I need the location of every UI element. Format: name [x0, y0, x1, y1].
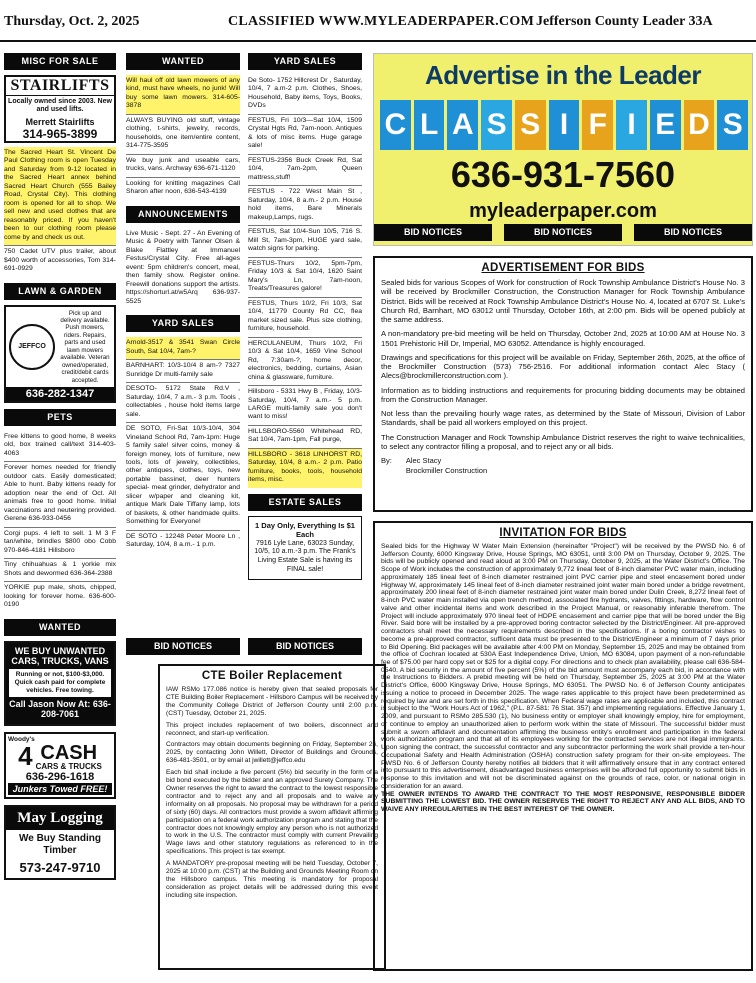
- column-yard-estate: [248, 53, 362, 628]
- yard-sale-ad: Arnold-3517 & 3541 Swan Circle South, Sat 10/4, 7am-?: [126, 337, 240, 360]
- logging-phone: 573-247-9710: [19, 859, 101, 875]
- may-logging-ad: [4, 805, 116, 880]
- yard-sale-ad: Hillsboro - 5331 Hwy B , Friday, 10/3-Saturday, 10/4, 7 a.m.- 5 p.m. LARGE multi-family sale you don't want to miss!: [248, 386, 362, 426]
- yard-sale-ad: DE SOTO - 12248 Peter Moore Ln , Saturday, 10/4, 8 a.m.- 1 p.m.: [126, 532, 240, 549]
- classifieds-letter-tile: S: [515, 100, 546, 150]
- section-pets: PETS: [4, 409, 116, 426]
- promo-headline: Advertise in the Leader: [424, 60, 702, 90]
- yard-sale-ad: HERCULANEUM, Thurs 10/2, Fri 10/3 & Sat 10/4, 1659 Vine School Rd, 7:30am-?, home decor, electronics, bedding, curtains, Asian china & glassware, furniture.: [248, 338, 362, 386]
- cash-ad-footer: Junkers Towed FREE!: [8, 783, 112, 795]
- pets-ad: YORKIE pup male, shots, chipped, looking for forever home. 636-600-0190: [4, 584, 116, 609]
- promo-phone: 636-931-7560: [450, 154, 676, 195]
- ad-bids-signature: [381, 456, 745, 476]
- classifieds-letter-tile: F: [582, 100, 613, 150]
- yard-sale-ad: FESTUS, Thurs 10/2, Fri 10/3, Sat 10/4, 11779 County Rd CC, flea market sized sale. Plus size clothing, furniture, household.: [248, 298, 362, 338]
- classifieds-promo-ad: [373, 53, 753, 246]
- misc-ad: The Sacred Heart St. Vincent De Paul Clothing room is open Tuesday and Saturday from 9-12 located in the Sacred Heart annex behind Sacred Heart Church (555 Bailey Road, Crystal City). This clothing room is opened for all to shop. We sell new and used clothes that are reasonably priced. If you haven't been to our clothing room please come by and check us out.: [4, 147, 116, 246]
- estate-sale-ad: [248, 516, 362, 580]
- announcement-ad: Live Music - Sept. 27 - An Evening of Music & Poetry with Tanner Olsen & Blake Flattley at Immanuel Festus/Crystal City. Free all-ages event: 5pm children's concert, meal, then family show. Register online. Freewill donations support the artists. https://shorturl.at/w5Arq 636-937-5525: [126, 229, 240, 305]
- stairlifts-phone: 314-965-3899: [22, 126, 98, 141]
- cash-ad-phone: 636-296-1618: [25, 770, 95, 783]
- lawn-ad-phone: 636-282-1347: [6, 387, 114, 401]
- itb-caps-statement: THE OWNER INTENDS TO AWARD THE CONTRACT TO THE MOST RESPONSIVE, RESPONSIBLE BIDDER SUBMITTING THE LOWEST BID. THE OWNER RESERVES THE RIGHT TO REJECT ANY AND ALL BIDS, AND TO WAIVE ANY IRREGULARITIES IN THE BEST INTEREST OF THE OWNER.: [381, 790, 745, 813]
- ad-bids-paragraph: Information as to bidding instructions and requirements for procuring bidding documents may be obtained from the Construction Manager.: [381, 385, 745, 404]
- stairlifts-ad: [4, 75, 116, 143]
- promo-website: myleaderpaper.com: [469, 200, 657, 222]
- stairlifts-name: Merrett Stairlifts: [25, 116, 95, 127]
- stairlifts-title: STAIRLIFTS: [6, 77, 114, 96]
- pets-ad: Corgi pups. 4 left to sell. 1 M 3 F tan/white, brindles $800 obo Cobb 970-846-4181 Hillsboro: [4, 528, 116, 559]
- itb-title: INVITATION FOR BIDS: [499, 527, 627, 539]
- ad-bids-by: By:: [381, 456, 392, 465]
- column-misc: [4, 53, 116, 981]
- logging-title: May Logging: [6, 807, 114, 830]
- classifieds-letter-tile: C: [380, 100, 411, 150]
- yard-sale-ad: HILLSBORO - 3618 LINHORST RD, Saturday, 10/4, 8 a.m.- 2 p.m. Patio furniture, books, tools, household items, misc.: [248, 449, 362, 488]
- section-misc-for-sale: MISC FOR SALE: [4, 53, 116, 70]
- section-estate-sales: ESTATE SALES: [248, 494, 362, 511]
- classifieds-letter-tile: I: [616, 100, 647, 150]
- ad-bids-paragraph: Drawings and specifications for this project will be available on Friday, September 26th, 2025, at the office of the Brockmiller Construction (573) 756-2516. For additional information contact Alec Stacy ( Alecs@brockmillerconstruction.com ).: [381, 352, 745, 381]
- classifieds-letter-tiles: [380, 100, 748, 150]
- cte-paragraph: Contractors may obtain documents beginning on Friday, September 26, 2025, by contacting John Willett, Director of Buildings and Grounds, 636-481-3501, or by email at jwillett@jeffco.edu: [166, 741, 378, 765]
- wanted-ad: We buy junk and useable cars, trucks, vans. Archway 636-671-1120: [126, 155, 240, 178]
- pets-ad: Free kittens to good home, 8 weeks old, box trained call/text 314-403-4063: [4, 431, 116, 462]
- classifieds-letter-tile: A: [447, 100, 478, 150]
- yard-sale-ad: De Soto- 1752 Hillcrest Dr , Saturday, 10/4, 7 a.m-2 p.m. Clothes, Shoes, Household, Baby items, Toys, Books, DVDs: [248, 75, 362, 115]
- invitation-for-bids-notice: [373, 521, 753, 971]
- pets-ad: Tiny chihuahuas & 1 yorkie mix Shots and dewormed 636-364-2388: [4, 559, 116, 582]
- bid-notices-bar-1: BID NOTICES: [374, 224, 492, 241]
- cash-ad-number: 4: [18, 740, 33, 771]
- ad-bids-paragraph: Sealed bids for various Scopes of Work for construction of Rock Township Ambulance District's House No. 3 will be received by Brockmiller Construction, the Construction Manager for Rock Township Ambulance District. Bids will be received at Rock Township Ambulance District's House No. 4, located at 6707 St. Luke's Church Rd, Barnhart, MO 63012 until Thursday, October 16th, at 2:00 pm. Bids will be opened publicly at the same address.: [381, 278, 745, 324]
- misc-ad: 750 Cadet UTV plus trailer, about $400 worth of accessories, Tom 314-691-0929: [4, 248, 116, 273]
- jeffco-seal-logo: JEFFCO: [9, 324, 55, 370]
- column-wanted-announcements: [126, 53, 240, 628]
- classifieds-letter-tile: E: [650, 100, 681, 150]
- cash-for-cars-ad: [4, 732, 116, 799]
- cte-paragraph: IAW RSMo 177.086 notice is hereby given that sealed proposals for CTE Building Boiler Replacement - Hillsboro Campus will be received by the Community College District of Jefferson County until 2:00 p.m. (CST) Tuesday, October 21, 2025.: [166, 686, 378, 717]
- yard-sale-ad: DESOTO- 5172 State Rd.V , Saturday, 10/4, 7 a.m.- 3 p.m. Tools , collectables , house hold items large sale.: [126, 383, 240, 423]
- ad-bids-signer: Alec Stacy: [405, 456, 442, 465]
- section-title: CLASSIFIED WWW.MYLEADERPAPER.COM: [228, 14, 535, 29]
- estate-sale-headline: 1 Day Only, Everything Is $1 Each: [255, 520, 355, 540]
- advertisement-for-bids-notice: [373, 256, 753, 512]
- jeffco-lawn-ad: [4, 305, 116, 403]
- classifieds-letter-tile: I: [549, 100, 580, 150]
- yard-sale-ad: FESTUS, Sat 10/4-Sun 10/5, 716 S. Mill St, 7am-3pm, HUGE yard sale, watch signs for parking.: [248, 226, 362, 257]
- yard-sale-ad: FESTUS, Fri 10/3—Sat 10/4, 1509 Crystal Hgts Rd, 7am-noon. Antiques & lots of misc items. Huge garage sale!: [248, 115, 362, 155]
- estate-sale-body: 7916 Lyle Lane, 63023 Sunday, 10/5, 10 a.m.-3 p.m. The Frank's Living Estate Sale is having its FINAL sale!: [254, 539, 356, 573]
- issue-date: Thursday, Oct. 2, 2025: [4, 14, 140, 29]
- section-wanted: WANTED: [126, 53, 240, 70]
- bid-notices-bar-3: BID NOTICES: [634, 224, 752, 241]
- we-buy-cars-headline: WE BUY UNWANTED CARS, TRUCKS, VANS: [11, 645, 109, 666]
- bid-notices-bar-col3: BID NOTICES: [248, 638, 362, 655]
- cash-ad-sub: CARS & TRUCKS: [35, 761, 102, 771]
- ad-bids-paragraph: A non-mandatory pre-bid meeting will be held on Thursday, October 2nd, 2025 at 10:00 AM at House No. 3 1501 Prehistoric Hill Dr, Imperial, MO 63052. Attendance is highly encouraged.: [381, 329, 745, 348]
- ad-bids-title: ADVERTISEMENT FOR BIDS: [481, 262, 645, 274]
- ad-bids-paragraph: Not less than the prevailing hourly wage rates, as determined by the State of Missouri, Division of Labor Standards, shall be paid all workers employed on this project.: [381, 409, 745, 428]
- cte-notice-title: CTE Boiler Replacement: [201, 670, 343, 682]
- section-yard-sales-col2: YARD SALES: [126, 315, 240, 332]
- cte-paragraph: A MANDATORY pre-proposal meeting will be held Tuesday, October 7, 2025 at 10:00 p.m. (CST) at the Building and Grounds Meeting Room on the Hillsboro campus. This meeting is mandatory for proposal consideration as project details will be addressed during this event including site inspection.: [166, 860, 378, 899]
- we-buy-cars-call: Call Jason Now At: 636-208-7061: [9, 698, 111, 719]
- pets-ad: Forever homes needed for friendly outdoor cats. Easily domesticated; Able to hunt. Baby kittens ready for adoption near the end of Oct. All animals free to good home. Initial vaccinations and neutering provided. Gerene 636-933-0456: [4, 462, 116, 527]
- lawn-ad-text: Pick up and delivery available. Push mowers, riders. Repairs, parts and used lawn mowers available. Veteran owned/operated, credit/debit cards accepted.: [60, 309, 110, 384]
- yard-sale-ad: HILLSBORO-5560 Whitehead RD, Sat 10/4, 7am-1pm, Fall purge,: [248, 426, 362, 449]
- logging-subtitle: We Buy Standing Timber: [18, 832, 102, 856]
- classifieds-letter-tile: L: [414, 100, 445, 150]
- cte-boiler-notice: [158, 664, 386, 970]
- itb-body: Sealed bids for the Highway W Water Main Extension (hereinafter "Project") will be received by the PWSD No. 6 of Jefferson County, 6000 Kingsway Drive, House Springs, MO 63051, until 3:00 PM on Thursday, October 9, 2025. The bids will be publicly opened and read aloud at 3:00 PM on Thursday, October 9, 2025, at the Water District's Office. The Scope of Work includes the construction of approximately 9,772 lineal feet of 8-inch diameter PVC water main, including approximately 185 lineal feet of 8-inch diameter restrained joint PVC carrier pipe and steel encasement bored under Highway W, approximately 145 lineal feet of 8-inch diameter restrained joint water main bored under a bridge revetment, approximately 200 lineal feet of 8-inch diameter restrained joint water main bored under Dulin Creek, 8,272 lineal feet of 8-inch PVC water main installed via open trench method, associated fire hydrants, valves, fittings, hardware, flow control valve and other incidental items and work described in the Project Manual, or reasonably inferable therefrom. The Project will include approximately 970 lineal feet of HDPE encasement and carrier pipe that will be bored under the Big River. Said bore will be installed by a pre-approved boring contractor selected by the District/Engineer. All pre-approved contractors shall meet the necessary requirements described in the specifications. If a boring contractor wishes to become a pre-approved contractor, sufficent data must be presented to the District/Engineer a minimum of 7 days prior to Bid Opening. Bid packages will be available after 4:00 PM on Monday, September 15, 2025 and may be obtained from the office of Cochran located at 530A East Independence Drive, Union, MO 63084, upon payment of a non-refundable fee of $75.00 per hard copy set or $25 for a digital copy. For directions and to check plan availability, please call 636-584-0540. A bid security in the amount of five percent (5%) of the bid amount must accompany each bid, in accordance with the Instructions to Bidders. A prebid meeting will be held on Thursday, September 25, 2025 at 3:00 PM at the Water District's Office, 6000 Kingsway Drive, House Springs, MO 63051. The PWSD No. 6 of Jefferson County anticipates issuing a notice to proceed in December 2025. The wage rates applicable to this project have been predetermined as required by law and are set forth in this specification. When Federal wage rates are applicable and included, this contract is subject to the "Work Hours Act of 1962," (P.L. 87-581: 76 Stat. 357) and implementing regulations. Effective January 1, 2009, and pursuant to RSMo 285.530 (1), No business entity or employer shall knowingly employ, hire for employment, or continue to employ an unauthorized alien to perform work within the state of Missouri. The successful bidder must submit a sworn affidavit and documentation affirming the business entity's enrollment and participation in the federal work authorization program and that all of its employees working for the contracted services are not illegal immigrants. Upon signing the contract, the successful contractor and any subcontractor performing the work shall provide a ten-hour Occupational Safety and Health Administration (OSHA) construction safety program for their on-site employees. The PWSD No. 6 of Jefferson County hereby notifies all bidders that it will affirmatively ensure that in any contract entered into pursuant to this advertisement, disadvantaged business enterprises will be afforded full opportunity to submit bids in response to this invitation and will not be discriminated against on the grounds of race, color, or national origin in consideration for an award.: [381, 543, 745, 790]
- classifieds-letter-tile: S: [717, 100, 748, 150]
- yard-sale-ad: FESTUS - 722 West Main St , Saturday, 10/4, 8 a.m.- 2 p.m. House hold items, Bare Minerals makeup,Lamps, rugs.: [248, 186, 362, 226]
- section-announcements: ANNOUNCEMENTS: [126, 206, 240, 223]
- classifieds-letter-tile: D: [684, 100, 715, 150]
- ad-bids-paragraph: The Construction Manager and Rock Township Ambulance District reserves the right to waive technicalities, to select any contractor filling a proposal, and to reject any or all bids.: [381, 432, 745, 451]
- we-buy-cars-ad: [4, 641, 116, 726]
- page-header: [0, 0, 756, 44]
- we-buy-cars-details: Running or not, $100-$3,000. Quick cash paid for complete vehicles. Free towing.: [9, 669, 111, 696]
- classifieds-letter-tile: S: [481, 100, 512, 150]
- wanted-ad: ALWAYS BUYING old stuff, vintage clothing, t-shirts, jewelry, records, households, one item/entire content, 314-775-3595: [126, 115, 240, 155]
- yard-sale-ad: BARNHART: 10/3-10/4 8 am-? 7327 Sunridge Dr multi-family sale: [126, 360, 240, 383]
- yard-sale-ad: DE SOTO, Fri-Sat 10/3-10/4, 304 Vineland School Rd, 7am-1pm: Huge 5 family sale! silver coins, money & foreign money, lots of furniture, new tools, lots of jewelry, collectibles, other antiques, clothes, toys, new portable bassinet, deer hunters special- meat grinder, dehydrator and slicer w/paper and cleaning kit, antique Mark Dale Tiffany lamp, lots of baskets, & other handmade quilts. Something for Everyone!: [126, 423, 240, 531]
- yard-sale-ad: FESTUS-Thurs 10/2, 5pm-7pm, Friday 10/3 & Sat 10/4, 1620 Saint Mary's Ln, 7am-noon, Treats/Treasures galore!: [248, 258, 362, 298]
- ad-bids-signer-org: Brockmiller Construction: [405, 465, 488, 475]
- section-yard-sales-col3: YARD SALES: [248, 53, 362, 70]
- cash-ad-word: CASH: [40, 741, 98, 764]
- cash-ad-brand: Woody's: [8, 735, 35, 743]
- paper-name-page: Jefferson County Leader 33A: [536, 14, 713, 29]
- section-lawn-garden: LAWN & GARDEN: [4, 283, 116, 300]
- cte-paragraph: Each bid shall include a five percent (5%) bid security in the form of a bid bond executed by the bidder and an approved Surety Company. The Owner reserves the right to award the contract to the lowest responsible contractor and to reject any and all proposals and to waive any informality on all proposals. No proposal may be withdrawn for a period of sixty (60) days. All contractors must provide a sworn affidavit affirming participation on a federal work authorization program and stating that the contractor does not knowingly employ any person who is not authorized to work in the U.S. The contractor must comply with current Prevailing Wage laws and other statutory regulations as referenced to in the specifications. This project is tax exempt.: [166, 769, 378, 856]
- stairlifts-tagline: Locally owned since 2003. New and used lifts.: [8, 98, 112, 114]
- wanted-ad: Will haul off old lawn mowers of any kind, must have wheels, no junk! Will buy some lawn mowers. 314-605-3878: [126, 75, 240, 115]
- wanted-ad: Looking for knitting magazines Call Sharon after noon, 636-543-4139: [126, 179, 240, 196]
- yard-sale-ad: FESTUS-2356 Buck Creek Rd, Sat 10/4, 7am-2pm, Queen mattress,stuff!: [248, 155, 362, 186]
- section-wanted-col1: WANTED: [4, 619, 116, 636]
- header-rule: [0, 40, 756, 42]
- cte-paragraph: This project includes replacement of two boilers, disconnect and reconnect, and start-up verification.: [166, 721, 378, 737]
- bid-notices-bar-2: BID NOTICES: [504, 224, 622, 241]
- bid-notices-bar-col2: BID NOTICES: [126, 638, 240, 655]
